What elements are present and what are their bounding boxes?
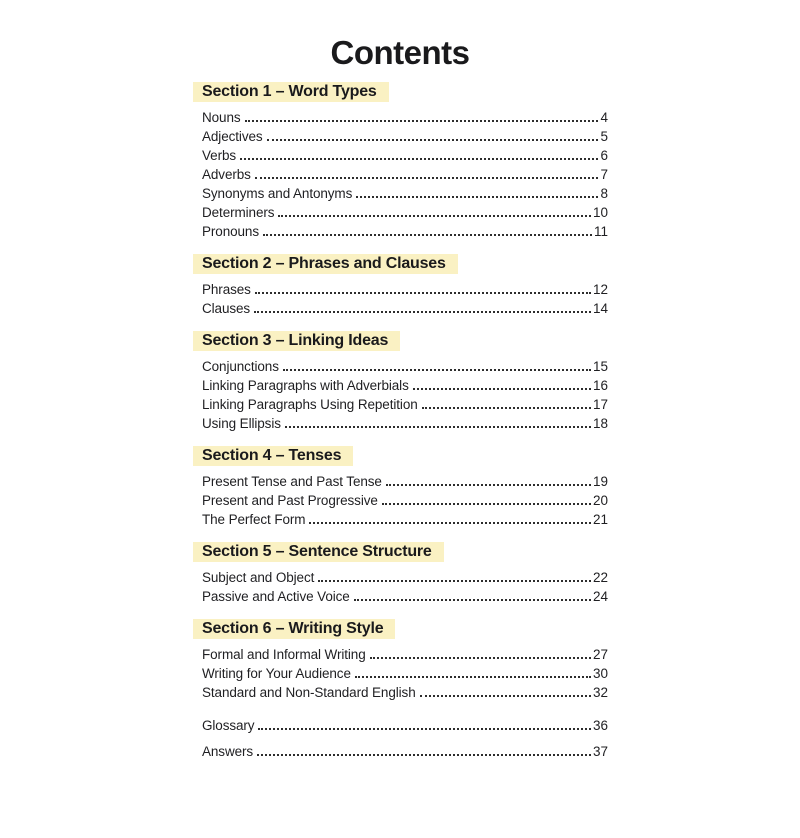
toc-entry <box>202 645 608 664</box>
toc-entry <box>202 184 608 203</box>
toc-entry <box>202 568 608 587</box>
toc-entry <box>202 165 608 184</box>
dot-leader <box>413 388 591 390</box>
toc-entry <box>202 716 608 735</box>
toc-entry-label: The Perfect Form <box>202 512 306 527</box>
dot-leader <box>245 120 599 122</box>
section-entries <box>202 108 608 241</box>
toc-entry-label: Clauses <box>202 301 251 316</box>
toc-entry-page: 10 <box>592 205 608 220</box>
dot-leader <box>382 503 591 505</box>
toc-entry-page: 30 <box>592 666 608 681</box>
toc-entry-page: 20 <box>592 493 608 508</box>
toc-entry-page: 24 <box>592 589 608 604</box>
section-entries <box>202 357 608 433</box>
toc-entry-label: Using Ellipsis <box>202 416 281 431</box>
toc-entry-page: 19 <box>592 474 608 489</box>
section-heading: Section 2 – Phrases and Clauses <box>193 254 458 274</box>
toc-entry-label: Formal and Informal Writing <box>202 647 366 662</box>
toc-entry <box>202 280 608 299</box>
toc-entry-label: Answers <box>202 744 254 759</box>
toc-entry-label: Adjectives <box>202 129 263 144</box>
section-heading: Section 3 – Linking Ideas <box>193 331 400 351</box>
dot-leader <box>278 215 591 217</box>
toc-entry-page: 15 <box>592 359 608 374</box>
dot-leader <box>254 311 591 313</box>
toc-entry-label: Standard and Non-Standard English <box>202 685 416 700</box>
toc-entry-page: 8 <box>600 186 608 201</box>
toc-entry-page: 14 <box>592 301 608 316</box>
section-heading: Section 6 – Writing Style <box>193 619 395 639</box>
toc-entry-page: 5 <box>600 129 608 144</box>
toc-entry <box>202 414 608 433</box>
toc-entry-page: 12 <box>592 282 608 297</box>
toc-entry-label: Conjunctions <box>202 359 279 374</box>
toc-entry-label: Linking Paragraphs with Adverbials <box>202 378 409 393</box>
toc-entry-page: 4 <box>600 110 608 125</box>
toc-entry-label: Glossary <box>202 718 255 733</box>
dot-leader <box>386 484 591 486</box>
toc-entry <box>202 299 608 318</box>
toc-entry <box>202 395 608 414</box>
toc-entry <box>202 510 608 529</box>
section-entries <box>202 280 608 318</box>
toc-section <box>202 82 608 241</box>
toc-entry <box>202 127 608 146</box>
toc-entry-page: 32 <box>592 685 608 700</box>
toc-entry <box>202 222 608 241</box>
section-entries <box>202 472 608 529</box>
toc-entry-page: 21 <box>592 512 608 527</box>
section-entries <box>202 645 608 702</box>
section-heading-line <box>202 82 608 102</box>
section-heading-line <box>202 619 608 639</box>
toc-entry <box>202 664 608 683</box>
section-heading: Section 5 – Sentence Structure <box>193 542 444 562</box>
dot-leader <box>354 599 591 601</box>
toc-entry <box>202 108 608 127</box>
toc-entry-label: Nouns <box>202 110 241 125</box>
toc-entry-page: 17 <box>592 397 608 412</box>
section-heading-line <box>202 254 608 274</box>
page-title: Contents <box>330 34 470 71</box>
toc-section <box>202 542 608 606</box>
toc-entry <box>202 472 608 491</box>
toc-entry-label: Present and Past Progressive <box>202 493 378 508</box>
toc-entry <box>202 203 608 222</box>
toc-entry-page: 6 <box>600 148 608 163</box>
toc-section <box>202 446 608 529</box>
toc-entry-label: Linking Paragraphs Using Repetition <box>202 397 418 412</box>
toc-footer <box>202 716 608 761</box>
dot-leader <box>420 695 591 697</box>
dot-leader <box>283 369 591 371</box>
dot-leader <box>355 676 591 678</box>
dot-leader <box>257 754 591 756</box>
toc-entry <box>202 376 608 395</box>
toc-section <box>202 619 608 702</box>
toc-entry-label: Verbs <box>202 148 237 163</box>
section-heading-line <box>202 542 608 562</box>
section-heading: Section 4 – Tenses <box>193 446 353 466</box>
toc-entry-label: Synonyms and Antonyms <box>202 186 353 201</box>
dot-leader <box>318 580 591 582</box>
dot-leader <box>255 177 599 179</box>
toc-entry-label: Subject and Object <box>202 570 315 585</box>
dot-leader <box>422 407 591 409</box>
toc-entry-label: Adverbs <box>202 167 251 182</box>
section-heading-line <box>202 331 608 351</box>
dot-leader <box>258 728 591 730</box>
dot-leader <box>263 234 592 236</box>
toc-entry <box>202 742 608 761</box>
dot-leader <box>255 292 591 294</box>
toc-entry-page: 37 <box>592 744 608 759</box>
table-of-contents <box>202 82 608 761</box>
section-heading: Section 1 – Word Types <box>193 82 389 102</box>
toc-entry-label: Pronouns <box>202 224 259 239</box>
toc-entry-page: 22 <box>592 570 608 585</box>
contents-page <box>0 34 800 838</box>
dot-leader <box>267 139 599 141</box>
toc-entry-label: Writing for Your Audience <box>202 666 351 681</box>
toc-entry-page: 11 <box>593 224 608 239</box>
toc-entry-page: 18 <box>592 416 608 431</box>
section-heading-line <box>202 446 608 466</box>
toc-entry-page: 36 <box>592 718 608 733</box>
toc-entry <box>202 146 608 165</box>
toc-entry <box>202 491 608 510</box>
dot-leader <box>285 426 591 428</box>
dot-leader <box>356 196 598 198</box>
toc-entry-label: Determiners <box>202 205 275 220</box>
toc-entry-page: 27 <box>592 647 608 662</box>
toc-section <box>202 331 608 433</box>
toc-entry-page: 16 <box>592 378 608 393</box>
toc-entry <box>202 357 608 376</box>
toc-entry <box>202 587 608 606</box>
toc-entry-label: Phrases <box>202 282 251 297</box>
toc-entry-label: Passive and Active Voice <box>202 589 350 604</box>
dot-leader <box>309 522 591 524</box>
toc-section <box>202 254 608 318</box>
dot-leader <box>370 657 591 659</box>
dot-leader <box>240 158 598 160</box>
section-entries <box>202 568 608 606</box>
toc-entry-label: Present Tense and Past Tense <box>202 474 382 489</box>
toc-entry <box>202 683 608 702</box>
toc-entry-page: 7 <box>600 167 608 182</box>
